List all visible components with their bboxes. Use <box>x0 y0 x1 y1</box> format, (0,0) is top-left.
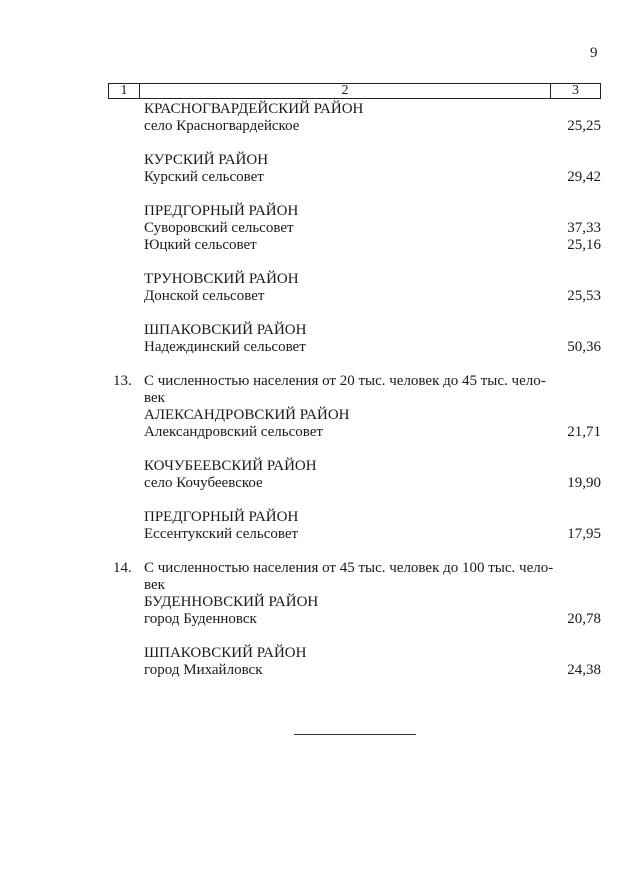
district-heading: КОЧУБЕЕВСКИЙ РАЙОН <box>144 458 317 474</box>
end-rule <box>294 734 416 735</box>
settlement-value: 20,78 <box>567 611 601 627</box>
column-header-2: 2 <box>140 84 551 98</box>
column-header-1: 1 <box>109 84 140 98</box>
settlement-value: 21,71 <box>567 424 601 440</box>
settlement-value: 50,36 <box>567 339 601 355</box>
settlement-value: 25,16 <box>567 237 601 253</box>
column-header-row <box>108 83 601 99</box>
settlement-name: село Кочубеевское <box>144 475 263 491</box>
section-heading-line1: С численностью населения от 45 тыс. человек до 100 тыс. чело- <box>144 560 554 576</box>
page-number: 9 <box>590 45 598 61</box>
district-heading: ШПАКОВСКИЙ РАЙОН <box>144 645 307 661</box>
column-header-3: 3 <box>572 83 579 98</box>
section-number: 14. <box>113 560 132 576</box>
settlement-value: 37,33 <box>567 220 601 236</box>
section-heading-line2: век <box>144 390 165 406</box>
district-heading: БУДЕННОВСКИЙ РАЙОН <box>144 594 319 610</box>
settlement-value: 19,90 <box>567 475 601 491</box>
section-heading-line1: С численностью населения от 20 тыс. человек до 45 тыс. чело- <box>144 373 546 389</box>
settlement-value: 29,42 <box>567 169 601 185</box>
district-heading: АЛЕКСАНДРОВСКИЙ РАЙОН <box>144 407 350 423</box>
settlement-name: Донской сельсовет <box>144 288 265 304</box>
section-number: 13. <box>113 373 132 389</box>
settlement-name: Александровский сельсовет <box>144 424 323 440</box>
district-heading: КУРСКИЙ РАЙОН <box>144 152 269 168</box>
district-heading: ШПАКОВСКИЙ РАЙОН <box>144 322 307 338</box>
settlement-name: село Красногвардейское <box>144 118 300 134</box>
settlement-name: город Буденновск <box>144 611 257 627</box>
settlement-value: 25,25 <box>567 118 601 134</box>
settlement-name: Ессентукский сельсовет <box>144 526 299 542</box>
settlement-name: город Михайловск <box>144 662 263 678</box>
settlement-name: Суворовский сельсовет <box>144 220 294 236</box>
settlement-name: Надеждинский сельсовет <box>144 339 306 355</box>
district-heading: ПРЕДГОРНЫЙ РАЙОН <box>144 509 299 525</box>
settlement-value: 24,38 <box>567 662 601 678</box>
section-heading-line2: век <box>144 577 165 593</box>
district-heading: ПРЕДГОРНЫЙ РАЙОН <box>144 203 299 219</box>
settlement-name: Курский сельсовет <box>144 169 264 185</box>
district-heading: КРАСНОГВАРДЕЙСКИЙ РАЙОН <box>144 101 364 117</box>
settlement-value: 17,95 <box>567 526 601 542</box>
settlement-name: Юцкий сельсовет <box>144 237 257 253</box>
settlement-value: 25,53 <box>567 288 601 304</box>
district-heading: ТРУНОВСКИЙ РАЙОН <box>144 271 299 287</box>
